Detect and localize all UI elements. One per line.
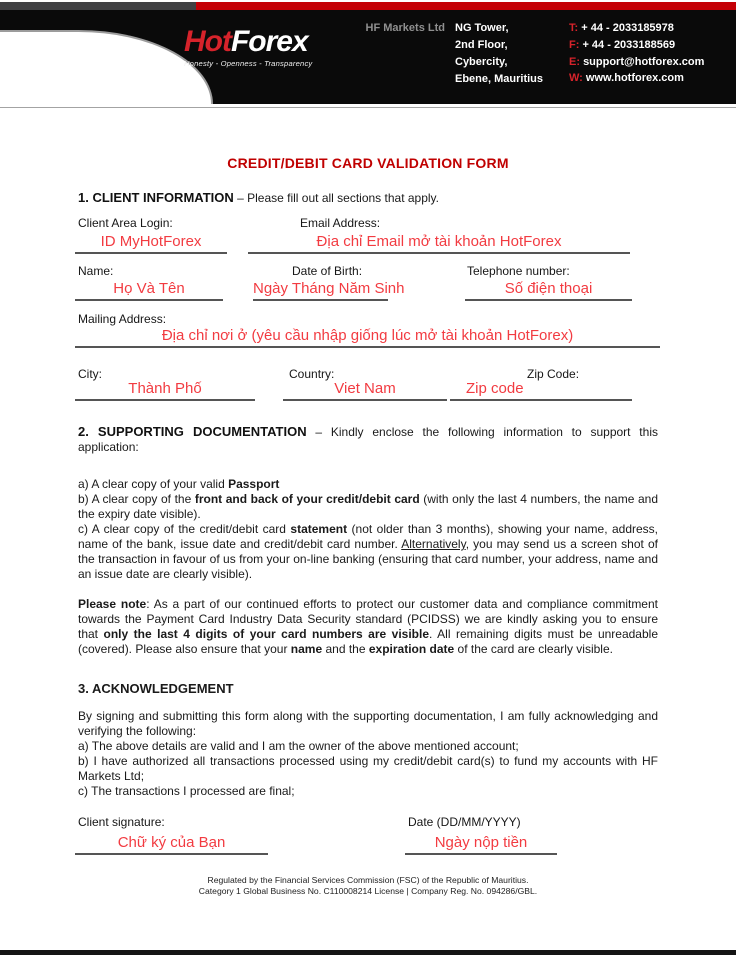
hotforex-logo	[184, 25, 312, 68]
section2-heading	[78, 424, 658, 455]
bottom-bar	[0, 950, 736, 955]
company-name: HF Markets Ltd	[365, 22, 445, 34]
email-line	[569, 54, 704, 71]
top-strip-gray	[0, 2, 196, 10]
mailing-address-label: Mailing Address:	[78, 312, 167, 326]
fax-line	[569, 37, 704, 54]
company-address	[455, 20, 543, 88]
top-strip-red	[196, 2, 736, 10]
client-area-login-field[interactable]: ID MyHotForex	[75, 232, 227, 254]
section2-heading-note: – Kindly enclose the following information to support this application:	[78, 425, 658, 454]
country-field[interactable]: Viet Nam	[283, 379, 447, 401]
mailing-address-field[interactable]: Địa chỉ nơi ở (yêu cầu nhập giống lúc mở tài khoản HotForex)	[75, 326, 660, 348]
client-signature-field[interactable]: Chữ ký của Bạn	[75, 833, 268, 855]
section2-item-b: b) A clear copy of the front and back of your credit/debit card (with only the last 4 numbers, the name and the expiry date visible).	[78, 492, 658, 521]
logo-tagline: Honesty - Openness - Transparency	[184, 59, 313, 68]
section2-item-a: a) A clear copy of your valid Passport	[78, 477, 280, 491]
phone-prefix: T:	[569, 22, 579, 34]
acknowledgement-intro: By signing and submitting this form along with the supporting documentation, I am fully acknowledging and verifying the following:	[78, 709, 658, 738]
email-address-label: Email Address:	[300, 216, 381, 230]
section1-heading	[78, 190, 658, 205]
email-value: support@hotforex.com	[583, 55, 705, 68]
email-address-field[interactable]: Địa chỉ Email mở tài khoản HotForex	[248, 232, 630, 254]
section1-heading-note: – Please fill out all sections that apply.	[237, 191, 439, 205]
address-line: Cybercity,	[455, 56, 508, 68]
dob-field[interactable]: Ngày Tháng Năm Sinh	[253, 279, 388, 301]
phone-line	[569, 20, 704, 37]
acknowledgement-item-c: c) The transactions I processed are final;	[78, 784, 295, 798]
city-field[interactable]: Thành Phố	[75, 379, 255, 401]
name-field[interactable]: Họ Và Tên	[75, 279, 223, 301]
footer-line: Regulated by the Financial Services Commission (FSC) of the Republic of Mauritius.	[207, 875, 529, 885]
phone-value: + 44 - 2033185978	[581, 22, 674, 34]
zip-code-field[interactable]: Zip code	[450, 379, 632, 401]
zip-code-label: Zip Code:	[527, 367, 580, 381]
footer-line: Category 1 Global Business No. C110008214 License | Company Reg. No. 094286/GBL.	[198, 886, 538, 896]
website-prefix: W:	[569, 72, 583, 85]
logo-hot-text: Hot	[184, 25, 231, 58]
client-signature-label: Client signature:	[78, 815, 165, 829]
hotforex-logo-text	[184, 25, 312, 59]
section3-block	[78, 709, 658, 799]
page-title: CREDIT/DEBIT CARD VALIDATION FORM	[227, 155, 509, 171]
date-field[interactable]: Ngày nộp tiền	[405, 833, 557, 855]
section1-heading-bold: 1. CLIENT INFORMATION	[78, 190, 234, 205]
telephone-label: Telephone number:	[467, 264, 570, 278]
client-area-login-label: Client Area Login:	[78, 216, 173, 230]
header-divider	[0, 107, 736, 108]
email-prefix: E:	[569, 55, 580, 68]
fax-value: + 44 - 2033188569	[582, 38, 676, 51]
section3-heading: 3. ACKNOWLEDGEMENT	[78, 681, 234, 696]
regulatory-footer	[0, 875, 736, 897]
website-line	[569, 70, 704, 87]
section2-block	[78, 424, 658, 657]
please-note-paragraph: Please note: As a part of our continued efforts to protect our customer data and compliance commitment towards the Payment Card Industry Data Security standard (PCIDSS) we are kindly asking you to ensure that only the last 4 digits of your card numbers are visible. All remaining digits must be unreadable (covered). Please also ensure that your name and the expiration date of the card are clearly visible.	[78, 597, 658, 656]
telephone-field[interactable]: Số điện thoại	[465, 279, 632, 301]
country-label: Country:	[289, 367, 335, 381]
name-label: Name:	[78, 264, 114, 278]
acknowledgement-item-a: a) The above details are valid and I am the owner of the above mentioned account;	[78, 739, 519, 753]
section2-heading-bold: 2. SUPPORTING DOCUMENTATION	[78, 424, 307, 439]
dob-label: Date of Birth:	[292, 264, 363, 278]
logo-forex-text: Forex	[230, 25, 308, 58]
address-line: NG Tower,	[455, 22, 509, 34]
city-label: City:	[78, 367, 102, 381]
website-value: www.hotforex.com	[585, 72, 684, 85]
date-label: Date (DD/MM/YYYY)	[408, 815, 521, 829]
fax-prefix: F:	[569, 38, 580, 51]
section2-item-c: c) A clear copy of the credit/debit card statement (not older than 3 months), showing your name, address, name of the bank, issue date and credit/debit card number. Alternatively, you may send us a screen shot of the transaction in favour of us from your on-line banking (ensuring that card number, your address, name and an issue date are clearly visible).	[78, 522, 659, 581]
contact-block	[569, 20, 704, 87]
acknowledgement-item-b: b) I have authorized all transactions processed using my credit/debit card(s) to fund my accounts with HF Markets Ltd;	[78, 754, 658, 783]
address-line: Ebene, Mauritius	[455, 73, 544, 85]
address-line: 2nd Floor,	[455, 39, 508, 51]
